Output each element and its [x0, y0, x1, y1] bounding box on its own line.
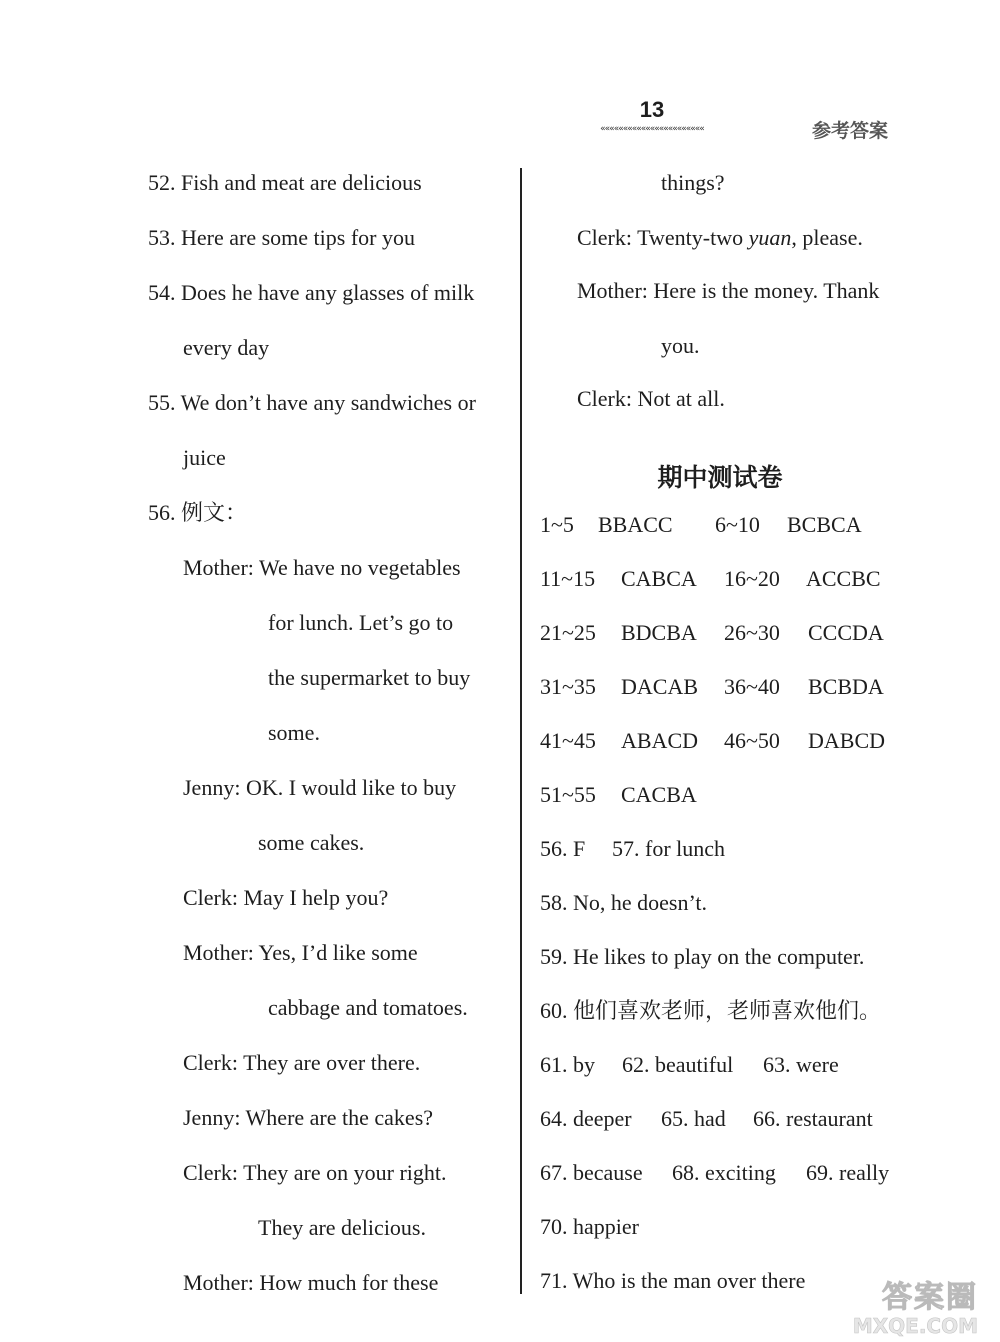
- mc-answer-row: 1~5 BBACC 6~10 BCBCA: [540, 512, 862, 537]
- dialogue-line: They are delicious.: [258, 1215, 426, 1240]
- answer-54: 54. Does he have any glasses of milk: [148, 280, 475, 305]
- watermark-logo: [802, 1278, 992, 1342]
- dialogue-line: things?: [661, 170, 725, 195]
- dialogue-line: Mother: How much for these: [183, 1270, 439, 1295]
- mc-answer-row: 51~55 CACBA: [540, 782, 697, 807]
- dialogue-line: Jenny: Where are the cakes?: [183, 1105, 434, 1130]
- answer-71: 71. Who is the man over there: [540, 1268, 806, 1293]
- dialogue-line: Clerk: They are over there.: [183, 1050, 421, 1075]
- midterm-title: 期中测试卷: [657, 463, 783, 492]
- answer-53: 53. Here are some tips for you: [148, 225, 415, 250]
- dialogue-line: Jenny: OK. I would like to buy: [183, 775, 457, 800]
- answer-54-continued: every day: [183, 335, 270, 360]
- dialogue-line: Clerk: Twenty-two yuan, please.: [577, 225, 863, 250]
- mc-answer-row: 11~15 CABCA 16~20 ACCBC: [540, 566, 881, 591]
- mc-answer-row: 31~35 DACAB 36~40 BCBDA: [540, 674, 884, 699]
- dialogue-line: cabbage and tomatoes.: [268, 995, 468, 1020]
- answer-55: 55. We don’t have any sandwiches or: [148, 390, 476, 415]
- dialogue-line: some cakes.: [258, 830, 365, 855]
- dialogue-line: Mother: Here is the money. Thank: [577, 278, 880, 303]
- mc-answer-row: 41~45 ABACD 46~50 DABCD: [540, 728, 886, 753]
- answer-58: 58. No, he doesn’t.: [540, 890, 708, 915]
- section-label: 参考答案: [812, 120, 889, 142]
- answer-64-66: 64. deeper 65. had 66. restaurant: [540, 1106, 873, 1131]
- watermark-url: MXQE.COM: [852, 1314, 978, 1338]
- answer-70: 70. happier: [540, 1214, 639, 1239]
- answer-67-69: 67. because 68. exciting 69. really: [540, 1160, 890, 1185]
- dialogue-line: Mother: We have no vegetables: [183, 555, 461, 580]
- column-divider: [520, 168, 522, 1294]
- answer-55-continued: juice: [183, 445, 226, 470]
- dialogue-line: for lunch. Let’s go to: [268, 610, 454, 635]
- answer-56-label: 56. 例文：: [148, 500, 248, 525]
- dialogue-line: some.: [268, 720, 320, 745]
- dialogue-line: Clerk: Not at all.: [577, 386, 725, 411]
- answer-52: 52. Fish and meat are delicious: [148, 170, 422, 195]
- header-decoration: «««««««««««««««««««««««: [600, 124, 704, 134]
- dialogue-line: Mother: Yes, I’d like some: [183, 940, 418, 965]
- answer-59: 59. He likes to play on the computer.: [540, 944, 865, 969]
- currency-word: yuan: [748, 225, 792, 250]
- dialogue-line: Clerk: May I help you?: [183, 885, 389, 910]
- dialogue-line: Clerk: They are on your right.: [183, 1160, 447, 1185]
- answer-56-57: 56. F 57. for lunch: [540, 836, 726, 861]
- watermark-logo-text: 答案圈: [882, 1280, 978, 1315]
- dialogue-line: you.: [661, 333, 700, 358]
- mc-answer-row: 21~25 BDCBA 26~30 CCCDA: [540, 620, 884, 645]
- answer-61-63: 61. by 62. beautiful 63. were: [540, 1052, 839, 1077]
- dialogue-line: the supermarket to buy: [268, 665, 471, 690]
- page-number: 13: [639, 97, 665, 122]
- answer-60: 60. 他们喜欢老师，老师喜欢他们。: [540, 998, 882, 1023]
